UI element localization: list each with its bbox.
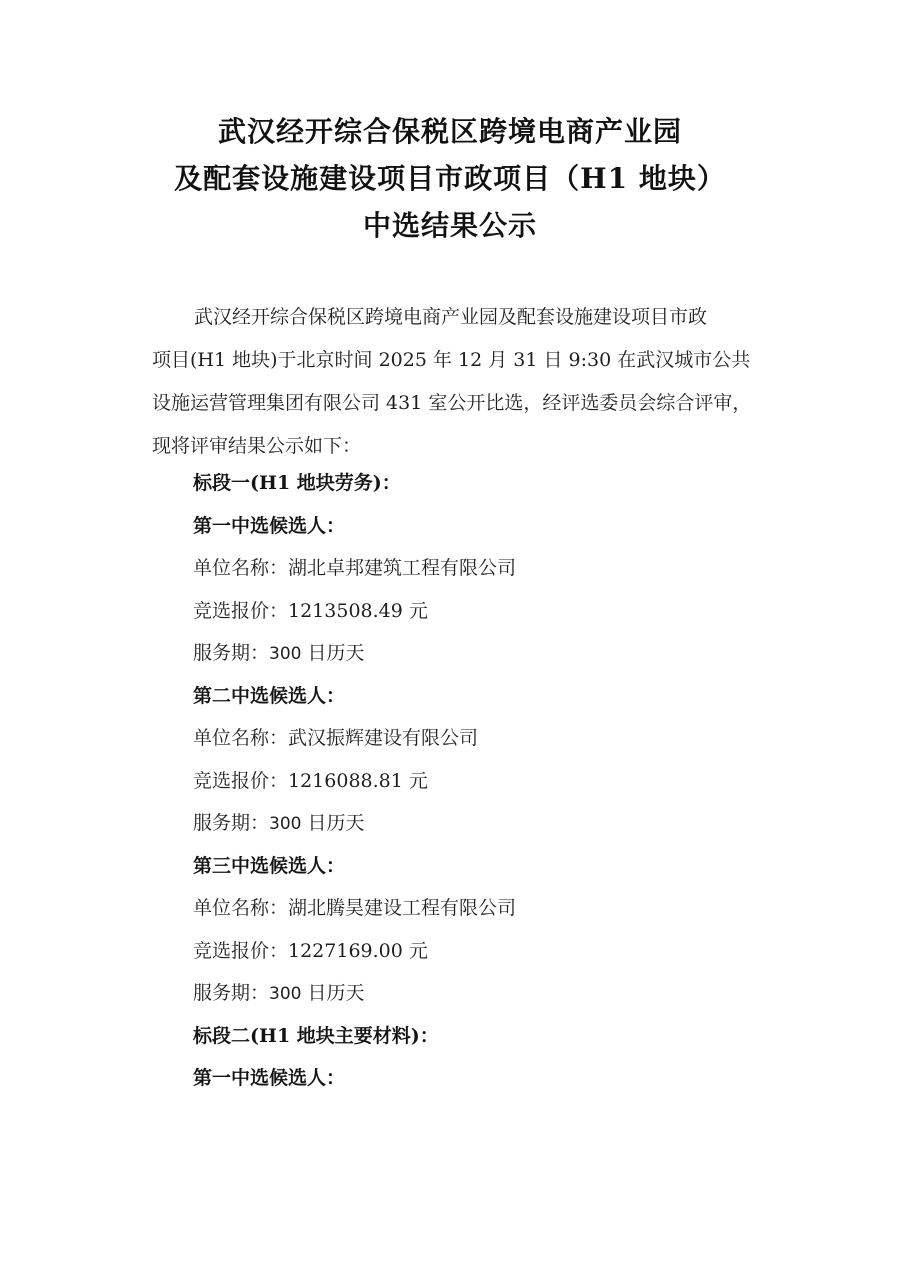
section2-candidate1-label: 第一中选候选人： — [193, 1067, 346, 1089]
period-unit: 日历天 — [301, 982, 365, 1004]
section1-candidate3-period — [193, 972, 813, 1015]
period-label: 服务期： — [193, 982, 270, 1004]
intro-line-4: 现将评审结果公示如下： — [152, 435, 362, 457]
period-value: 300 — [269, 984, 302, 1004]
intro-line-1: 武汉经开综合保税区跨境电商产业园及配套设施建设项目市政 — [194, 306, 708, 328]
intro-line-2: 项目(H1 地块)于北京时间 2025 年 12 月 31 日 9:30 在武汉城市公共 — [152, 349, 751, 371]
intro-line-3: 设施运营管理集团有限公司 431 室公开比选，经评选委员会综合评审， — [152, 392, 752, 414]
section1-candidate2-label: 第二中选候选人： — [193, 684, 346, 707]
section1-candidate1-company: 单位名称：湖北卓邦建筑工程有限公司 — [193, 557, 517, 579]
section1-candidate2-period — [193, 802, 813, 845]
section1-candidate1-period — [193, 632, 813, 675]
document-title — [0, 108, 900, 249]
period-value: 300 — [269, 814, 302, 834]
section1-candidate3-price: 竞选报价：1227169.00 元 — [193, 939, 428, 962]
period-label: 服务期： — [193, 642, 270, 664]
section1-candidate2-company: 单位名称：武汉振辉建设有限公司 — [193, 727, 479, 749]
section1-candidate2-price: 竞选报价：1216088.81 元 — [193, 769, 428, 792]
period-unit: 日历天 — [301, 812, 365, 834]
section1-candidate1-price: 竞选报价：1213508.49 元 — [193, 599, 428, 622]
section1-heading: 标段一(H1 地块劳务)： — [193, 472, 401, 494]
title-line-1: 武汉经开综合保税区跨境电商产业园 — [217, 115, 682, 148]
period-value: 300 — [269, 644, 302, 664]
results-list — [193, 462, 813, 1100]
section2-heading: 标段二(H1 地块主要材料)： — [193, 1024, 439, 1047]
section1-candidate3-label: 第三中选候选人： — [193, 854, 346, 877]
section1-candidate3-company: 单位名称：湖北腾昊建设工程有限公司 — [193, 897, 517, 919]
section1-candidate1-label: 第一中选候选人： — [193, 514, 346, 537]
period-unit: 日历天 — [301, 642, 365, 664]
title-line-2: 及配套设施建设项目市政项目（H1 地块） — [174, 162, 726, 195]
title-line-3: 中选结果公示 — [362, 209, 537, 242]
intro-paragraph — [152, 296, 792, 468]
period-label: 服务期： — [193, 812, 270, 834]
